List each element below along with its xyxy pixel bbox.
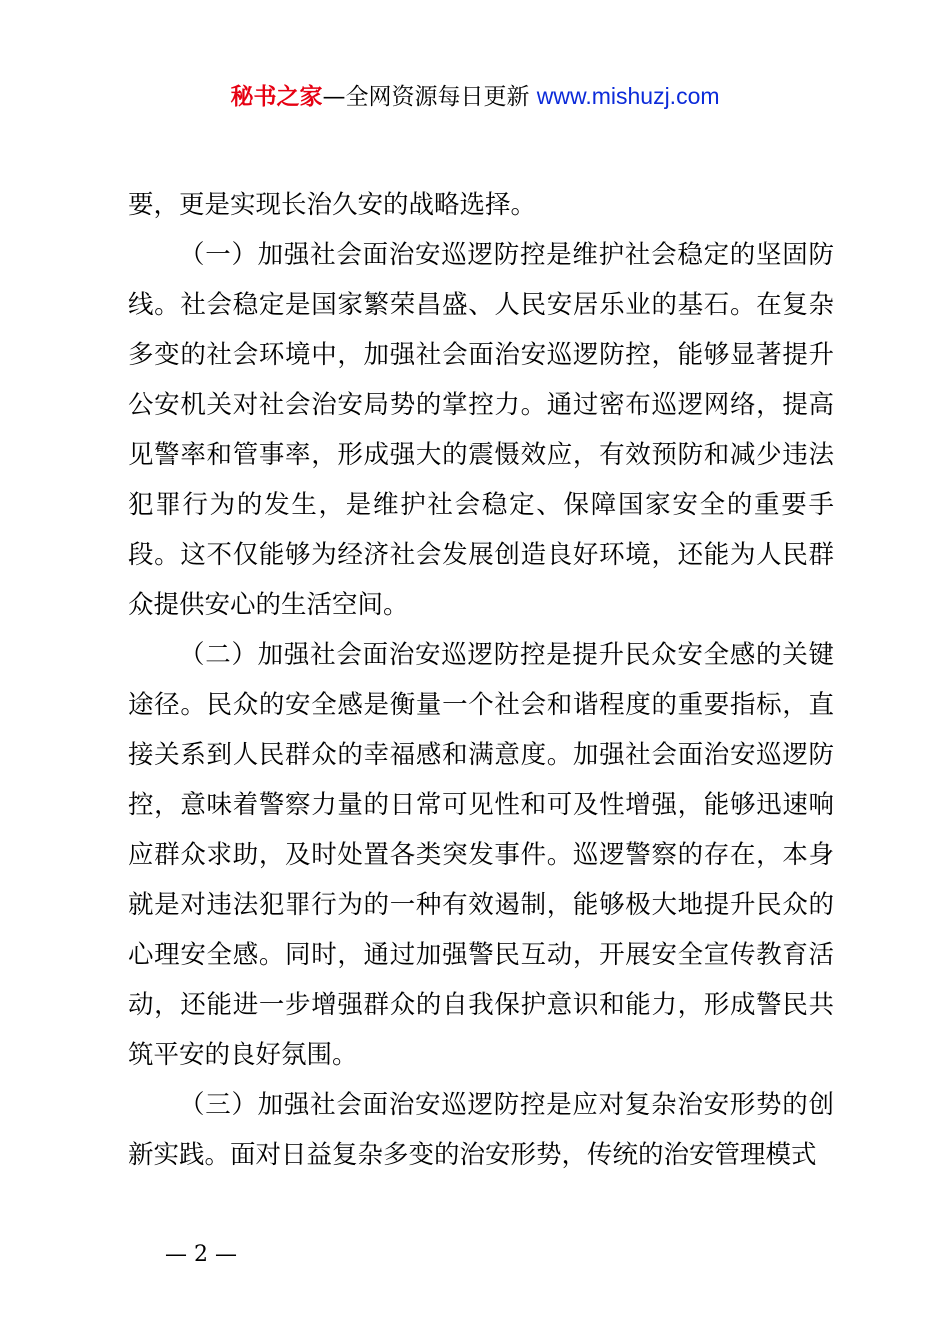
- site-url-link[interactable]: www.mishuzj.com: [536, 83, 720, 109]
- paragraph-section-3: （三）加强社会面治安巡逻防控是应对复杂治安形势的创新实践。面对日益复杂多变的治安形势，传统的治安管理模式: [128, 1090, 834, 1170]
- document-body: [128, 180, 834, 1180]
- paragraph-continuation: 要，更是实现长治久安的战略选择。: [128, 190, 537, 220]
- page-number: — 2 —: [165, 1242, 237, 1267]
- site-tagline: —全网资源每日更新: [322, 84, 537, 110]
- site-header: [0, 80, 950, 113]
- site-brand: 秘书之家: [230, 84, 323, 110]
- paragraph-section-2: （二）加强社会面治安巡逻防控是提升民众安全感的关键途径。民众的安全感是衡量一个社会和谐程度的重要指标，直接关系到人民群众的幸福感和满意度。加强社会面治安巡逻防控，意味着警察力量的日常可见性和可及性增强，能够迅速响应群众求助，及时处置各类突发事件。巡逻警察的存在，本身就是对违法犯罪行为的一种有效遏制，能够极大地提升民众的心理安全感。同时，通过加强警民互动，开展安全宣传教育活动，还能进一步增强群众的自我保护意识和能力，形成警民共筑平安的良好氛围。: [128, 640, 834, 1070]
- paragraph-section-1: （一）加强社会面治安巡逻防控是维护社会稳定的坚固防线。社会稳定是国家繁荣昌盛、人民安居乐业的基石。在复杂多变的社会环境中，加强社会面治安巡逻防控，能够显著提升公安机关对社会治安局势的掌控力。通过密布巡逻网络，提高见警率和管事率，形成强大的震慑效应，有效预防和减少违法犯罪行为的发生，是维护社会稳定、保障国家安全的重要手段。这不仅能够为经济社会发展创造良好环境，还能为人民群众提供安心的生活空间。: [128, 240, 834, 620]
